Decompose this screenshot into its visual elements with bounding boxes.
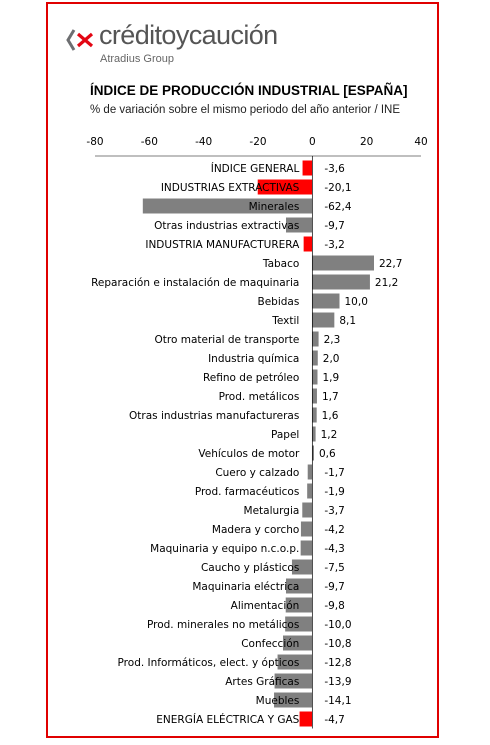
value-label: -10,8 <box>324 638 352 650</box>
value-label: 10,0 <box>344 296 368 308</box>
bar <box>312 351 317 366</box>
value-label: 1,6 <box>321 410 339 422</box>
category-label: Otras industrias extractivas <box>154 220 300 232</box>
category-label: Artes Gráficas <box>225 676 300 688</box>
x-tick-label: 40 <box>414 136 428 148</box>
value-label: -9,7 <box>324 581 345 593</box>
category-label: Minerales <box>248 201 300 213</box>
value-label: -7,5 <box>324 562 345 574</box>
category-label: Confección <box>241 638 300 650</box>
x-tick-label: 20 <box>359 136 374 148</box>
category-label: Prod. Informáticos, elect. y ópticos <box>117 657 300 669</box>
bar <box>301 541 313 556</box>
value-label: -9,7 <box>324 220 345 232</box>
value-label: -13,9 <box>324 676 352 688</box>
category-label: Reparación e instalación de maquinaria <box>91 277 300 289</box>
chart-title: ÍNDICE DE PRODUCCIÓN INDUSTRIAL [ESPAÑA] <box>90 83 408 98</box>
category-label: Refino de petróleo <box>202 372 300 384</box>
bar <box>304 237 313 252</box>
bar <box>312 275 370 290</box>
category-label: Maquinaria y equipo n.c.o.p. <box>150 543 300 555</box>
value-label: -4,2 <box>324 524 345 536</box>
value-label: 1,2 <box>320 429 338 441</box>
x-tick-label: -40 <box>195 136 213 148</box>
category-label: Cuero y calzado <box>215 467 300 479</box>
value-label: -62,4 <box>324 201 352 213</box>
category-label: Vehículos de motor <box>198 448 300 460</box>
category-label: Maquinaria eléctrica <box>192 581 300 593</box>
category-label: Otras industrias manufactureras <box>129 410 300 422</box>
category-label: Metalurgia <box>243 505 300 517</box>
category-label: Muebles <box>255 695 300 707</box>
bar <box>301 522 312 537</box>
category-label: Bebidas <box>257 296 300 308</box>
value-label: 0,6 <box>318 448 336 460</box>
category-label: Industria química <box>208 353 300 365</box>
bar <box>312 389 317 404</box>
value-label: -3,7 <box>324 505 345 517</box>
bar <box>307 484 312 499</box>
value-label: -10,0 <box>324 619 352 631</box>
value-label: 1,7 <box>321 391 339 403</box>
category-label: Prod. minerales no metálicos <box>146 619 300 631</box>
bar <box>312 256 374 271</box>
x-tick-label: 0 <box>308 136 316 148</box>
category-label: Prod. farmacéuticos <box>194 486 300 498</box>
value-label: -3,2 <box>324 239 345 251</box>
brand-name: créditoycaución <box>99 20 278 50</box>
bar <box>312 294 339 309</box>
value-label: 2,3 <box>323 334 341 346</box>
category-label: Madera y corcho <box>211 524 300 536</box>
category-label: Alimentación <box>230 600 300 612</box>
category-label: INDUSTRIA MANUFACTURERA <box>145 239 300 251</box>
bar <box>308 465 313 480</box>
value-label: 8,1 <box>339 315 357 327</box>
value-label: 21,2 <box>374 277 399 289</box>
value-label: -4,3 <box>324 543 345 555</box>
category-label: ÍNDICE GENERAL <box>210 163 300 175</box>
value-label: -3,6 <box>324 163 345 175</box>
category-label: ENERGÍA ELÉCTRICA Y GAS <box>156 714 300 726</box>
bar <box>312 408 316 423</box>
bar <box>300 712 313 727</box>
category-label: INDUSTRIAS EXTRACTIVAS <box>160 182 300 194</box>
category-label: Tabaco <box>262 258 300 270</box>
value-label: -4,7 <box>324 714 345 726</box>
x-tick-label: -20 <box>249 136 267 148</box>
value-label: -14,1 <box>324 695 352 707</box>
bar <box>302 503 312 518</box>
x-tick-label: -80 <box>86 136 104 148</box>
value-label: -1,9 <box>324 486 345 498</box>
value-label: -12,8 <box>324 657 352 669</box>
value-label: 2,0 <box>322 353 340 365</box>
value-label: -9,8 <box>324 600 345 612</box>
category-label: Prod. metálicos <box>218 391 300 403</box>
x-tick-label: -60 <box>140 136 158 148</box>
category-label: Otro material de transporte <box>154 334 300 346</box>
bar <box>303 161 313 176</box>
bar <box>312 332 318 347</box>
value-label: -20,1 <box>324 182 352 194</box>
value-label: 1,9 <box>322 372 340 384</box>
brand-subtitle: Atradius Group <box>100 53 174 65</box>
value-label: -1,7 <box>324 467 345 479</box>
bar <box>312 370 317 385</box>
category-label: Caucho y plásticos <box>200 562 300 574</box>
bar <box>312 313 334 328</box>
category-label: Textil <box>272 315 300 327</box>
category-label: Papel <box>270 429 300 441</box>
value-label: 22,7 <box>379 258 403 270</box>
chart-subtitle: % de variación sobre el mismo periodo del año anterior / INE <box>90 104 401 116</box>
bar <box>312 427 315 442</box>
